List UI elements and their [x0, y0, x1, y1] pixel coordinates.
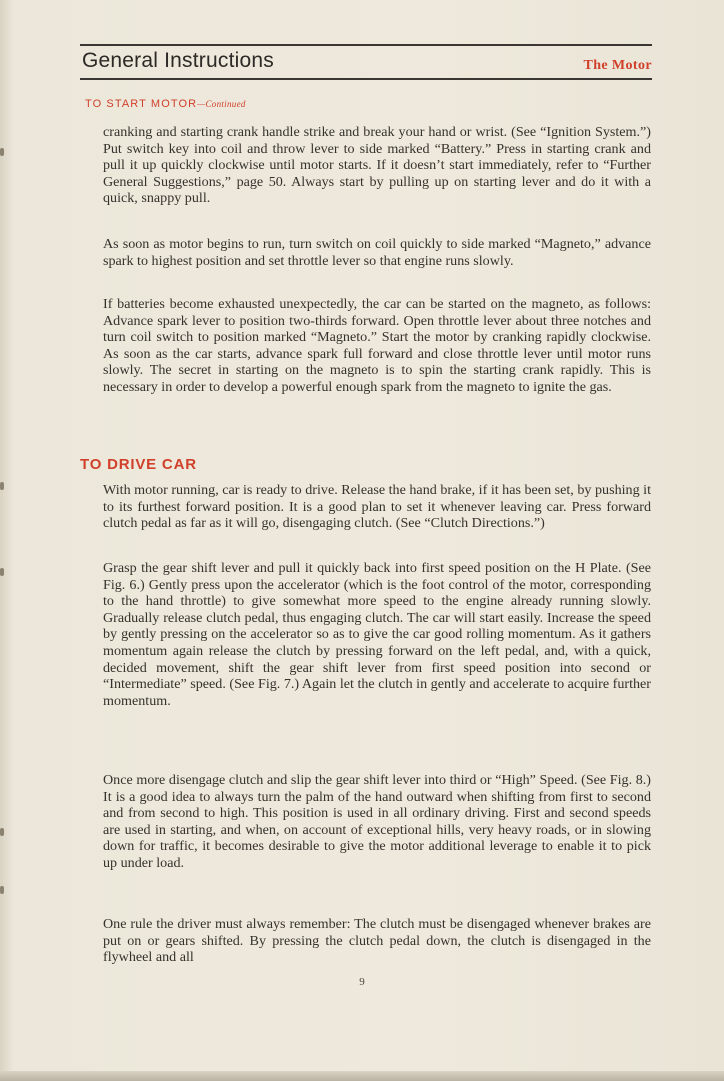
page-number: 9	[359, 976, 365, 988]
section-heading-start-motor	[85, 98, 246, 110]
paragraph: If batteries become exhausted unexpectedly, the car can be started on the magneto, as follows: Advance spark lever to position two-thirds forward. Open throttle lever about three notches and turn coil switch to position marked “Magneto.” Start the motor by cranking rapidly clockwise. As soon as the car starts, advance spark full forward and close throttle lever until motor runs slowly. The secret in starting on the magneto is to spin the starting crank rapidly. This is necessary in order to develop a powerful enough spark from the magneto to ignite the gas.	[103, 296, 651, 395]
paragraph: With motor running, car is ready to drive. Release the hand brake, if it has been set, by pushing it to its furthest forward position. It is a good plan to set it whenever leaving car. Press forward clutch pedal as far as it will go, disengaging clutch. (See “Clutch Directions.”)	[103, 482, 651, 532]
paragraph: Once more disengage clutch and slip the gear shift lever into third or “High” Speed. (See Fig. 8.) It is a good idea to always turn the palm of the hand outward when shifting from first to second and from second to high. This position is used in all ordinary driving. First and second speeds are used in starting, and when, on account of exceptional hills, very heavy roads, or in slowing down for traffic, it becomes desirable to give the motor additional leverage to enable it to pick up under load.	[103, 772, 651, 871]
section-heading-drive-car: TO DRIVE CAR	[80, 456, 197, 473]
header-rule-bottom	[80, 78, 652, 80]
paragraph: As soon as motor begins to run, turn switch on coil quickly to side marked “Magneto,” advance spark to highest position and set throttle lever so that engine runs slowly.	[103, 236, 651, 269]
page-edge-marks	[0, 0, 10, 1081]
paragraph: One rule the driver must always remember: The clutch must be disengaged whenever brakes are put on or gears shifted. By pressing the clutch pedal down, the clutch is disengaged in the flywheel and all	[103, 916, 651, 966]
section-heading-label: TO START MOTOR	[85, 98, 198, 110]
paragraph: Grasp the gear shift lever and pull it quickly back into first speed position on the H Plate. (See Fig. 6.) Gently press upon the accelerator (which is the foot control of the motor, corresponding to the hand throttle) to give somewhat more speed to the engine already running slowly. Gradually release clutch pedal, thus engaging clutch. The car will start easily. Increase the speed by gently pressing on the accelerator so as to give the car good rolling momentum. As it gathers momentum again release the clutch by pressing forward on the left pedal, and, with a quick, decided movement, shift the gear shift lever from first speed position into second or “Intermediate” speed. (See Fig. 7.) Again let the clutch in gently and accelerate to acquire further momentum.	[103, 560, 651, 709]
page-title: General Instructions	[82, 49, 274, 72]
continued-label: —Continued	[197, 99, 246, 109]
page-bottom-edge	[0, 1071, 724, 1081]
paragraph: cranking and starting crank handle strike and break your hand or wrist. (See “Ignition System.”) Put switch key into coil and throw lever to side marked “Battery.” Press in starting crank and pull it up quickly clockwise until motor starts. If it doesn’t start immediately, refer to “Further General Suggestions,” page 50. Always start by pulling up on starting lever and do it with a quick, snappy pull.	[103, 124, 651, 207]
section-title: The Motor	[583, 58, 652, 73]
header-rule-top	[80, 44, 652, 46]
